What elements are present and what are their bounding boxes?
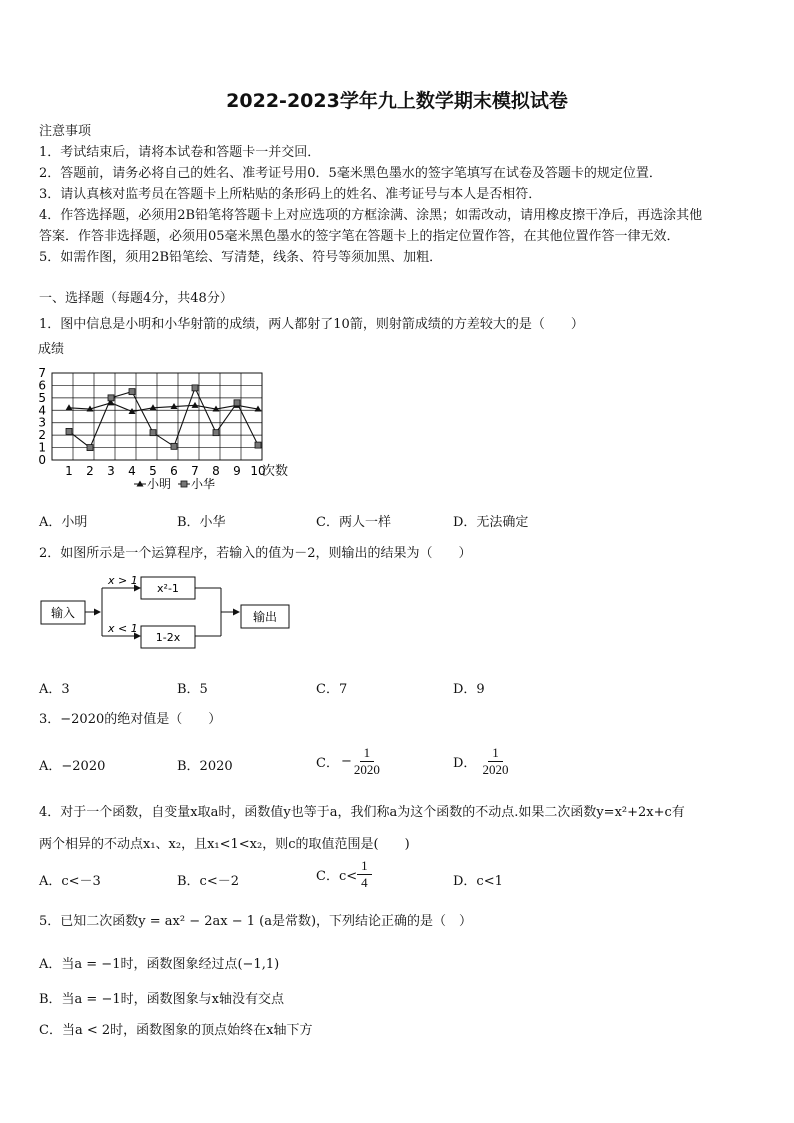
q4-option-d: D．c<1 [453,874,503,889]
q3-option-b: B．2020 [177,759,233,774]
q2-option-d: D．9 [453,682,485,697]
notice-item: 答案．作答非选择题，必须用05毫米黑色墨水的签字笔在答题卡上的指定位置作答，在其他位置作答一律无效． [39,229,680,244]
chart-point [108,395,114,401]
question-5-stem: 5．已知二次函数y = ax² − 2ax − 1 (a是常数)，下列结论正确的是（ ） [39,914,473,929]
fraction [354,745,380,778]
chart-x-tick-label: 8 [212,464,220,478]
q1-option-b: B．小华 [177,515,226,530]
chart-x-tick-label: 2 [86,464,94,478]
chart-point [234,400,240,406]
chart-point [192,402,199,408]
question-4-line-2: 两个相异的不动点x₁、x₂，且x₁<1<x₂，则c的取值范围是( ) [39,837,410,852]
question-4-line-1: 4．对于一个函数，自变量x取a时，函数值y也等于a，我们称a为这个函数的不动点.如果二次函数y=x²+2x+c有 [39,805,685,820]
chart-point [213,430,219,436]
q2-option-a: A．3 [39,682,70,697]
condition-bottom: x < 1 [108,622,138,635]
q5-option-b: B．当a = −1时，函数图象与x轴没有交点 [39,992,284,1007]
chart-point [129,389,135,395]
q3-option-d-label: D． [453,756,477,771]
notice-heading: 注意事项 [39,124,92,139]
q5-option-a: A．当a = −1时，函数图象经过点(−1,1) [39,957,280,972]
notice-item: 3．请认真核对监考员在答题卡上所粘贴的条形码上的姓名、准考证号与本人是否相符． [39,187,542,202]
condition-top: x > 1 [108,574,138,587]
notice-item: 2．答题前，请务必将自己的姓名、准考证号用0．5毫米黑色墨水的签字笔填写在试卷及答题卡的规定位置． [39,166,662,181]
fraction [482,745,508,778]
q1-option-a: A．小明 [39,515,88,530]
chart-y-tick-label: 2 [38,428,46,443]
q4-option-b: B．c<－2 [177,874,239,889]
score-line-chart [30,338,300,496]
chart-y-tick-label: 4 [38,403,46,418]
q5-option-c: C．当a < 2时，函数图象的顶点始终在x轴下方 [39,1023,313,1038]
legend-marker [181,481,187,487]
notice-item: 1．考试结束后，请将本试卷和答题卡一并交回． [39,145,321,160]
legend-label: 小明 [147,477,172,491]
question-3-stem: 3．−2020的绝对值是（ ） [39,712,222,727]
chart-x-tick-label: 10 [250,464,266,478]
chart-point [66,404,73,410]
chart-y-tick-label: 5 [38,390,46,405]
chart-point [66,428,72,434]
box-bottom-label: 1-2x [155,631,181,644]
chart-x-label: 次数 [262,464,289,479]
question-2-stem: 2．如图所示是一个运算程序，若输入的值为－2，则输出的结果为（ ） [39,546,472,561]
input-label: 输入 [50,606,76,620]
chart-point [171,443,177,449]
q4-option-c-label: C．c< [316,869,358,884]
notice-item: 5．如需作图，须用2B铅笔绘、写清楚，线条、符号等须加黑、加粗． [39,250,443,265]
fraction-denominator: 2020 [353,762,380,777]
q3-option-c-sign: − [340,754,352,769]
q2-option-b: B．5 [177,682,208,697]
chart-point [192,385,198,391]
chart-y-tick-label: 7 [38,366,46,380]
fraction-numerator: 1 [360,745,375,762]
chart-x-tick-label: 1 [65,464,73,478]
fraction [357,858,372,891]
output-label: 输出 [252,610,278,624]
chart-x-tick-label: 3 [107,464,115,478]
q3-option-c-label: C． [316,756,339,771]
q3-option-a: A．−2020 [39,759,106,774]
q4-option-a: A．c<－3 [39,874,101,889]
notice-item: 4．作答选择题，必须用2B铅笔将答题卡上对应选项的方框涂满、涂黑；如需改动，请用橡皮擦干净后，再选涂其他 [39,208,703,223]
chart-x-tick-label: 7 [191,464,199,478]
q1-option-d: D．无法确定 [453,515,529,530]
q3-option-d [453,745,508,778]
box-top-label: x²-1 [157,582,179,595]
chart-y-tick-label: 0 [38,453,46,467]
chart-x-tick-label: 6 [170,464,178,478]
chart-x-tick-label: 5 [149,464,157,478]
q1-option-c: C．两人一样 [316,515,391,530]
question-1-stem: 1．图中信息是小明和小华射箭的成绩，两人都射了10箭，则射箭成绩的方差较大的是（ ） [39,317,584,332]
chart-point [255,442,261,448]
page-title: 2022-2023学年九上数学期末模拟试卷 [226,90,568,112]
chart-series-line [69,388,258,448]
fraction-denominator: 4 [361,875,368,890]
q3-option-c [316,745,380,778]
chart-point [150,430,156,436]
chart-y-label: 成绩 [38,342,65,357]
chart-point [87,445,93,451]
section-heading: 一、选择题（每题4分，共48分） [39,291,233,306]
chart-y-tick-label: 6 [38,378,46,393]
q4-option-c [316,858,372,891]
legend-label: 小华 [191,477,216,491]
chart-x-tick-label: 4 [128,464,136,478]
fraction-numerator: 1 [488,745,503,762]
chart-y-tick-label: 1 [38,440,46,455]
q2-option-c: C．7 [316,682,348,697]
operation-flowchart [38,572,298,662]
fraction-numerator: 1 [357,858,372,875]
fraction-denominator: 2020 [482,762,509,777]
chart-y-tick-label: 3 [38,415,46,430]
chart-x-tick-label: 9 [233,464,241,478]
